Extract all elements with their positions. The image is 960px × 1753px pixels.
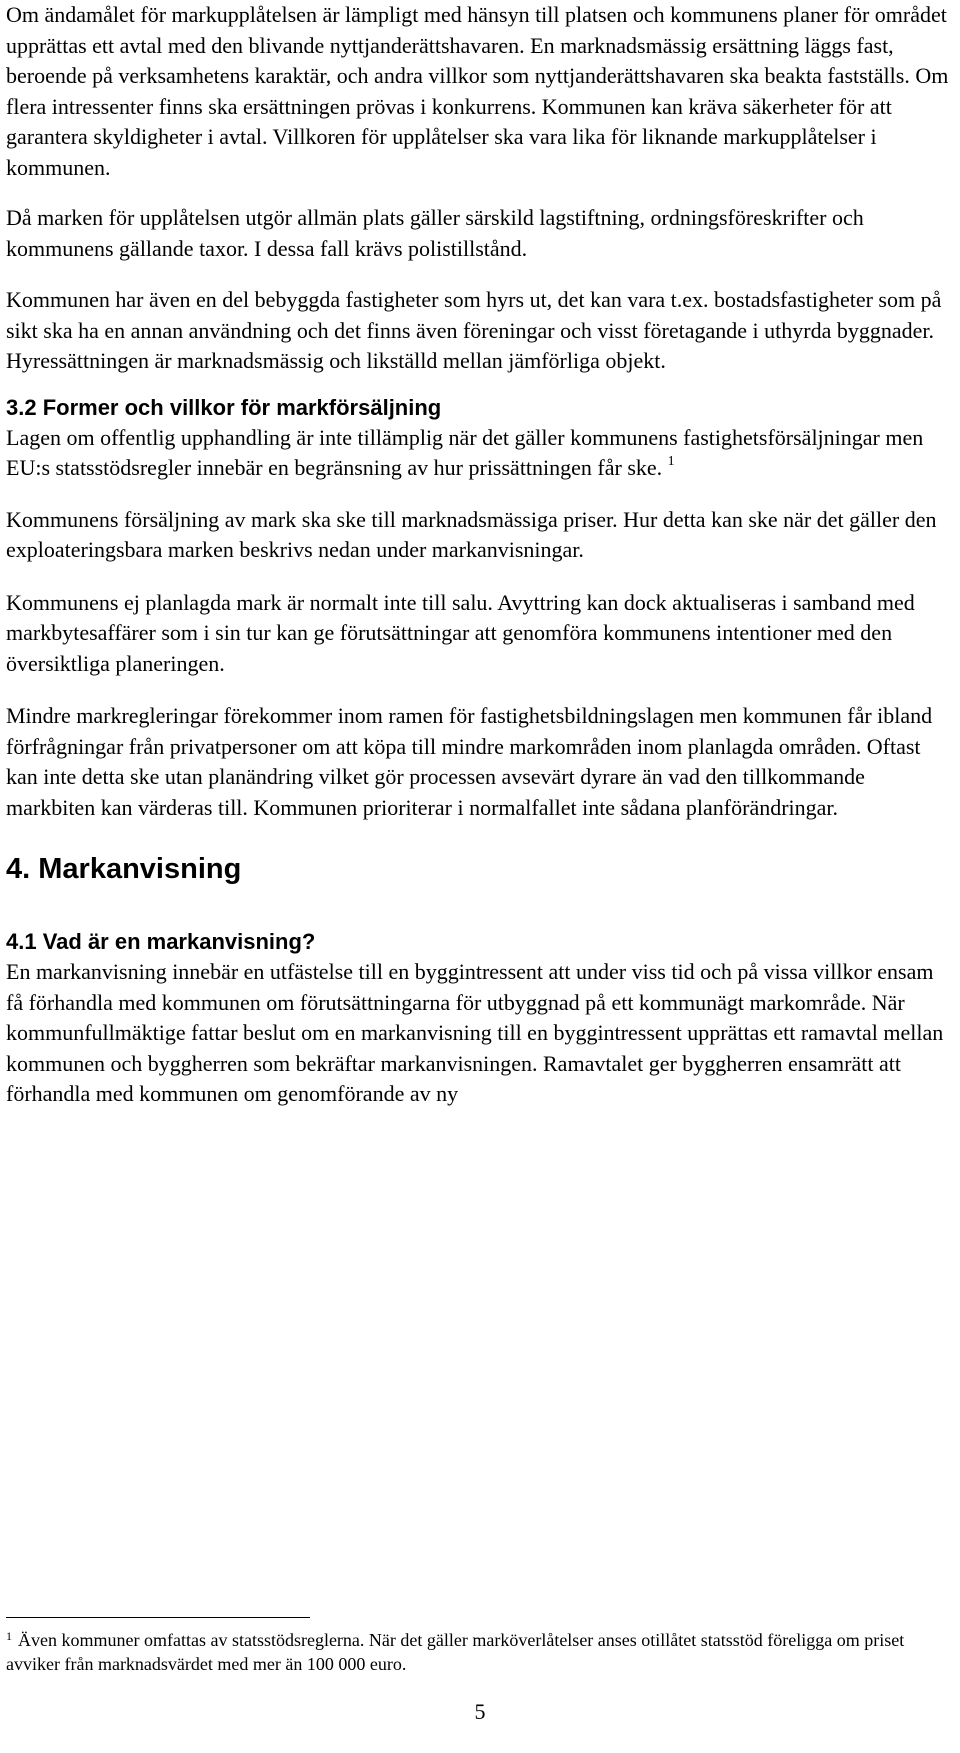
heading-3-2-markforsaljning: 3.2 Former och villkor för markförsäljning	[6, 394, 442, 420]
paragraph-lou-statsstod	[6, 423, 956, 484]
paragraph-markanvisning-definition: En markanvisning innebär en utfästelse till en byggintressent att under viss tid och på vissa villkor ensam få förhandla med kommunen om förutsättningarna för utbyggnad på ett kommunägt markområde. När kommunfullmäktige fattar beslut om en markanvisning till en byggintressent upprättas ett ramavtal mellan kommunen och byggherren som bekräftar markanvisningen. Ramavtalet ger byggherren ensamrätt att förhandla med kommunen om genomförande av ny	[6, 959, 944, 1106]
footnote-separator	[6, 1617, 310, 1618]
page-number: 5	[474, 1699, 486, 1724]
paragraph-marknadsmassiga-priser: Kommunens försäljning av mark ska ske till marknadsmässiga priser. Hur detta kan ske när det gäller den exploateringsbara marken beskrivs nedan under markanvisningar.	[6, 506, 937, 562]
footnote-reference[interactable]: 1	[667, 454, 675, 469]
paragraph-ej-planlagd-mark: Kommunens ej planlagda mark är normalt inte till salu. Avyttring kan dock aktualiseras i samband med markbytesaffärer som i sin tur kan ge förutsättningar att genomföra kommunens intentioner med den översiktliga planeringen.	[6, 589, 915, 676]
heading-4-markanvisning: 4. Markanvisning	[6, 853, 242, 885]
paragraph-markupplatelse-avtal: Om ändamålet för markupplåtelsen är lämpligt med hänsyn till platsen och kommunens planer för området upprättas ett avtal med den blivande nyttjanderättshavaren. En marknadsmässig ersättning läggs fast, beroende på verksamhetens karaktär, och andra villkor som nyttjanderättshavaren ska beakta fastställs. Om flera intressenter finns ska ersättningen prövas i konkurrens. Kommunen kan kräva säkerheter för att garantera skyldigheter i avtal. Villkoren för upplåtelser ska vara lika för liknande markupplåtelser i kommunen.	[6, 2, 949, 180]
footnote-text: Även kommuner omfattas av statsstödsreglerna. När det gäller marköverlåtelser anses otillåtet statsstöd föreligga om priset avviker från marknadsvärdet med mer än 100 000 euro.	[6, 1630, 905, 1674]
heading-4-1-vad-ar-markanvisning: 4.1 Vad är en markanvisning?	[6, 929, 316, 954]
paragraph-allman-plats: Då marken för upplåtelsen utgör allmän plats gäller särskild lagstiftning, ordningsföreskrifter och kommunens gällande taxor. I dessa fall krävs polistillstånd.	[6, 205, 864, 261]
footnote	[6, 1628, 956, 1676]
paragraph-markregleringar: Mindre markregleringar förekommer inom ramen för fastighetsbildningslagen men kommunen får ibland förfrågningar från privatpersoner om att köpa till mindre markområden inom planlagda områden. Oftast kan inte detta ske utan planändring vilket gör processen avsevärt dyrare än vad den tillkommande markbiten kan värderas till. Kommunen prioriterar i normalfallet inte sådana planförändringar.	[6, 703, 933, 820]
paragraph-lou-statsstod-text: Lagen om offentlig upphandling är inte tillämplig när det gäller kommunens fastighetsförsäljningar men EU:s statsstödsregler innebär en begränsning av hur prissättningen får ske.	[6, 424, 924, 480]
paragraph-bebyggda-fastigheter: Kommunen har även en del bebyggda fastigheter som hyrs ut, det kan vara t.ex. bostadsfastigheter som på sikt ska ha en annan användning och det finns även föreningar och visst företagande i uthyrda byggnader. Hyressättningen är marknadsmässig och likställd mellan jämförliga objekt.	[6, 287, 942, 373]
footnote-number: 1	[6, 1629, 12, 1643]
document-body	[6, 0, 956, 1110]
